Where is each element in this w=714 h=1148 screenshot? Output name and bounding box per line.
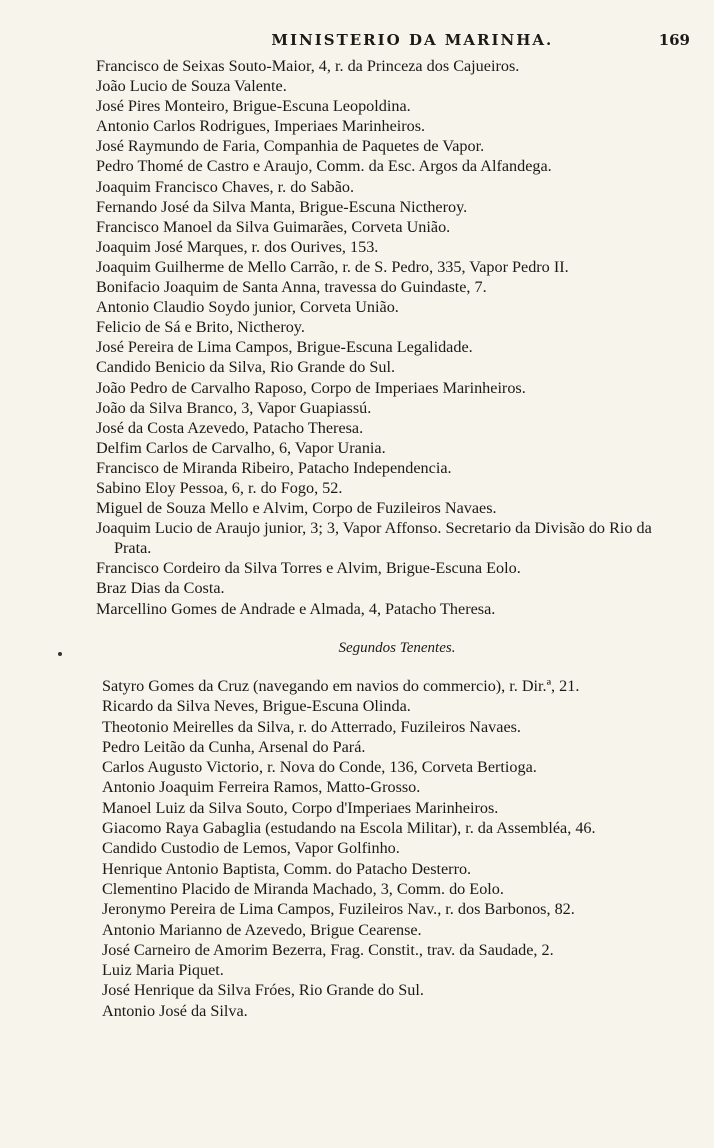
roster-entry: João da Silva Branco, 3, Vapor Guapiassú. [96, 398, 372, 417]
roster-entry: Antonio Carlos Rodrigues, Imperiaes Marinheiros. [96, 117, 426, 136]
entries-list-bottom [102, 640, 692, 1021]
roster-entry: Antonio José da Silva. [102, 1001, 248, 1020]
roster-entry: Fernando José da Silva Manta, Brigue-Escuna Nictheroy. [96, 197, 468, 216]
roster-entry: José Raymundo de Faria, Companhia de Paquetes de Vapor. [96, 137, 485, 156]
roster-entry: Giacomo Raya Gabaglia (estudando na Escola Militar), r. da Assembléa, 46. [102, 819, 596, 838]
roster-entry: Delfim Carlos de Carvalho, 6, Vapor Urania. [96, 438, 386, 457]
roster-entry: Clementino Placido de Miranda Machado, 3, Comm. do Eolo. [102, 879, 504, 898]
roster-entry: José Henrique da Silva Fróes, Rio Grande do Sul. [102, 981, 424, 1000]
roster-entry: Jeronymo Pereira de Lima Campos, Fuzileiros Nav., r. dos Barbonos, 82. [102, 900, 575, 919]
roster-entry: Pedro Thomé de Castro e Araujo, Comm. da Esc. Argos da Alfandega. [96, 157, 552, 176]
roster-entry: Francisco de Seixas Souto-Maior, 4, r. da Princeza dos Cajueiros. [96, 57, 520, 75]
roster-entry: Francisco Manoel da Silva Guimarães, Corveta União. [96, 217, 451, 236]
roster-entry: Marcellino Gomes de Andrade e Almada, 4, Patacho Theresa. [96, 599, 496, 618]
roster-entry: Manoel Luiz da Silva Souto, Corpo d'Imperiaes Marinheiros. [102, 798, 499, 817]
roster-entry: José Pires Monteiro, Brigue-Escuna Leopoldina. [96, 97, 411, 116]
page-number: 169 [658, 31, 690, 49]
roster-entry: Antonio Claudio Soydo junior, Corveta União. [96, 298, 399, 317]
roster-entry: Joaquim Lucio de Araujo junior, 3; 3, Vapor Affonso. Secretario da Divisão do Rio da Prata. [96, 519, 652, 558]
roster-entry: Joaquim Francisco Chaves, r. do Sabão. [96, 177, 355, 196]
roster-entry: Theotonio Meirelles da Silva, r. do Atterrado, Fuzileiros Navaes. [102, 717, 521, 736]
roster-entry: Miguel de Souza Mello e Alvim, Corpo de Fuzileiros Navaes. [96, 499, 497, 518]
section-heading: Segundos Tenentes. [338, 640, 456, 656]
roster-entry: Antonio Marianno de Azevedo, Brigue Cearense. [102, 920, 422, 939]
roster-entry: Braz Dias da Costa. [96, 579, 225, 598]
roster-entry: Ricardo da Silva Neves, Brigue-Escuna Olinda. [102, 697, 411, 716]
roster-entry: João Lucio de Souza Valente. [96, 77, 287, 96]
roster-entry: Felicio de Sá e Brito, Nictheroy. [96, 318, 305, 337]
roster-entry: Bonifacio Joaquim de Santa Anna, travessa do Guindaste, 7. [96, 278, 487, 297]
roster-entry: Henrique Antonio Baptista, Comm. do Patacho Desterro. [102, 859, 472, 878]
roster-entry: Joaquim José Marques, r. dos Ourives, 153. [96, 237, 379, 256]
roster-entry: Sabino Eloy Pessoa, 6, r. do Fogo, 52. [96, 478, 343, 497]
roster-entry: Satyro Gomes da Cruz (navegando em navios do commercio), r. Dir.ª, 21. [102, 677, 580, 695]
margin-mark [58, 652, 62, 656]
page-title: MINISTERIO DA MARINHA. [271, 31, 554, 49]
roster-entry: Candido Custodio de Lemos, Vapor Golfinho. [102, 839, 400, 858]
roster-entry: José Pereira de Lima Campos, Brigue-Escuna Legalidade. [96, 338, 473, 357]
roster-entry: Pedro Leitão da Cunha, Arsenal do Pará. [102, 737, 366, 756]
roster-entry: Francisco de Miranda Ribeiro, Patacho Independencia. [96, 458, 452, 477]
page-header [96, 28, 690, 52]
entries-list-top [96, 56, 690, 619]
roster-entry: Candido Benicio da Silva, Rio Grande do Sul. [96, 358, 395, 377]
roster-entry: José Carneiro de Amorim Bezerra, Frag. Constit., trav. da Saudade, 2. [102, 940, 554, 959]
roster-entry: Carlos Augusto Victorio, r. Nova do Conde, 136, Corveta Bertioga. [102, 758, 537, 777]
roster-entry: Joaquim Guilherme de Mello Carrão, r. de S. Pedro, 335, Vapor Pedro II. [96, 257, 569, 276]
roster-entry: Francisco Cordeiro da Silva Torres e Alvim, Brigue-Escuna Eolo. [96, 559, 521, 578]
roster-entry: João Pedro de Carvalho Raposo, Corpo de Imperiaes Marinheiros. [96, 378, 526, 397]
roster-entry: José da Costa Azevedo, Patacho Theresa. [96, 418, 364, 437]
roster-entry: Antonio Joaquim Ferreira Ramos, Matto-Grosso. [102, 778, 421, 797]
roster-entry: Luiz Maria Piquet. [102, 961, 224, 980]
